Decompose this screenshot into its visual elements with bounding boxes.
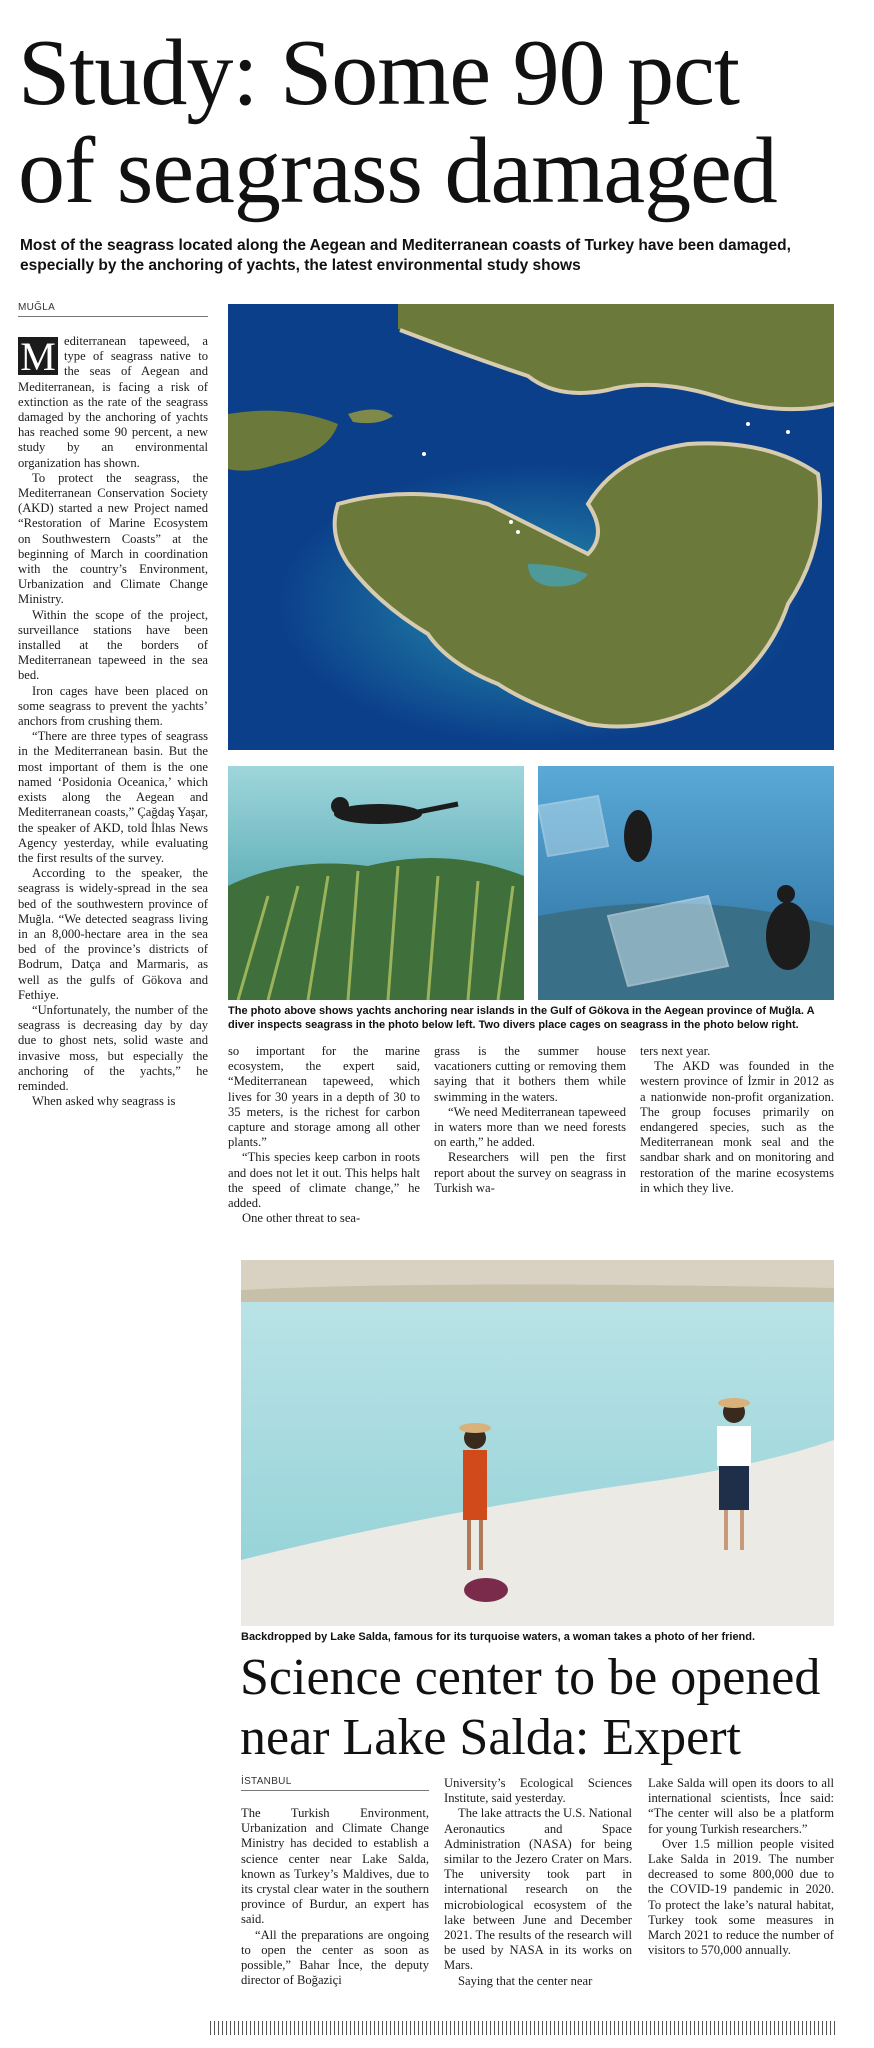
aerial-islands-photo xyxy=(228,304,834,750)
paragraph: The AKD was founded in the western province of İzmir in 2012 as a nationwide non-profit organization. The group focuses primarily on endangered species, such as the Mediterranean monk seal and the sandbar shark and on monitoring and restoration of the marine ecosystems in which they live. xyxy=(640,1059,834,1195)
paragraph: grass is the summer house vacationers cutting or removing them saying that it bothers them while swimming in the waters. xyxy=(434,1044,626,1104)
headline xyxy=(18,21,858,223)
paragraph: “This species keep carbon in roots and does not let it out. This helps halt the speed of climate change,” he added. xyxy=(228,1150,420,1211)
headline-line-1: Study: Some 90 pct xyxy=(18,21,739,125)
paragraph: The Turkish Environment, Urbanization and Climate Change Ministry has decided to establish a science center near Lake Salda, known as Turkey’s Maldives, due to its crystal clear water in the southern province of Burdur, an expert has said. xyxy=(241,1806,429,1927)
article1-column-3 xyxy=(434,1044,626,1196)
paragraph: so important for the marine ecosystem, the expert said, “Mediterranean tapeweed, which lives for 30 years in a depth of 30 to 35 meters, is the richest for carbon capture and storage among all other plants.” xyxy=(228,1044,420,1150)
page-edge-barcode xyxy=(210,2021,835,2035)
paragraph: “There are three types of seagrass in the Mediterranean basin. But the most important of them is the one named ‘Posidonia Oceanica,’ which exists along the Aegean and Mediterranean coasts,” Çağdaş Yaşar, the speaker of AKD, told İhlas News Agency yesterday, while evaluating the first results of the survey. xyxy=(18,729,208,865)
paragraph: One other threat to sea- xyxy=(242,1211,361,1226)
paragraph: University’s Ecological Sciences Institute, said yesterday. xyxy=(444,1776,632,1806)
paragraph: To protect the seagrass, the Mediterranean Conservation Society (AKD) started a new Project named “Restoration of Marine Ecosystem on Southwestern Coasts” at the beginning of March in coordination with the country’s Environment, Urbanization and Climate Change Ministry. xyxy=(18,470,208,607)
diver-seagrass-photo xyxy=(228,766,524,1000)
headline-2-line-2: near Lake Salda: Expert xyxy=(240,1709,741,1766)
dateline-istanbul: İSTANBUL xyxy=(241,1776,429,1791)
lake-salda-photo xyxy=(241,1260,834,1626)
paragraph: Saying that the center near xyxy=(458,1973,593,1988)
article1-column-1 xyxy=(18,334,208,1109)
article1-column-4 xyxy=(640,1044,834,1196)
paragraph: When asked why seagrass is xyxy=(32,1094,176,1109)
paragraph: ters next year. xyxy=(640,1044,711,1058)
photo-caption-2: Backdropped by Lake Salda, famous for its turquoise waters, a woman takes a photo of her friend. xyxy=(241,1631,756,1643)
paragraph: Researchers will pen the first report about the survey on seagrass in Turkish wa- xyxy=(434,1150,626,1195)
photo-caption-1: The photo above shows yachts anchoring near islands in the Gulf of Gökova in the Aegean province of Muğla. A diver inspects seagrass in the photo below left. Two divers place cages on seagrass in the photo below right. xyxy=(228,1005,815,1031)
article2-column-1 xyxy=(241,1806,429,1988)
paragraph: According to the speaker, the seagrass is widely-spread in the sea bed of the southwestern province of Muğla. “We detected seagrass living in an 8,000-hectare area in the sea bed of the province’s districts of Bodrum, Datça and Marmaris, as well as the gulfs of Gökova and Fethiye. xyxy=(18,866,208,1002)
article2-column-2 xyxy=(444,1776,632,1989)
paragraph: Iron cages have been placed on some seagrass to prevent the yachts’ anchors from crushing them. xyxy=(18,683,208,729)
paragraph: The lake attracts the U.S. National Aeronautics and Space Administration (NASA) for being similar to the Jezero Crater on Mars. The university took part in international research on the microbiological ecosystem of the lake between June and December 2021. The results of the research will be used by NASA in its works on Mars. xyxy=(444,1806,632,1973)
paragraph: “Unfortunately, the number of the seagrass is decreasing day by day due to ghost nets, solid waste and invasive moss, but especially the anchoring of the yachts,” he reminded. xyxy=(18,1002,208,1093)
headline-line-2: of seagrass damaged xyxy=(18,119,777,223)
headline-2 xyxy=(240,1648,860,1768)
dateline-mugla: MUĞLA xyxy=(18,302,208,317)
paragraph: Lake Salda will open its doors to all international scientists, İnce said: “The center will also be a platform for young Turkish researchers.” xyxy=(648,1776,834,1836)
deck: Most of the seagrass located along the Aegean and Mediterranean coasts of Turkey have been damaged, especially by the anchoring of yachts, the latest environmental study shows xyxy=(20,237,791,274)
paragraph: “All the preparations are ongoing to open the center as soon as possible,” Bahar İnce, the deputy director of Boğaziçi xyxy=(241,1927,429,1988)
paragraph: Within the scope of the project, surveillance stations have been installed at the borders of Mediterranean tapeweed in the sea bed. xyxy=(18,607,208,683)
headline-2-line-1: Science center to be opened xyxy=(240,1649,821,1706)
paragraph: Over 1.5 million people visited Lake Salda in 2019. The number decreased to some 800,000 due to the COVID-19 pandemic in 2020. To protect the lake’s natural habitat, Turkey took some measures in March 2021 to reduce the number of visitors to 570,000 annually. xyxy=(648,1836,834,1958)
article1-column-2 xyxy=(228,1044,420,1226)
paragraph: M editerranean tapeweed, a type of seagrass native to the seas of Aegean and Mediterranean, is facing a risk of extinction as the rate of the seagrass damaged by the anchoring of yachts has reached some 90 percent, a new study by an environmental organization has shown. xyxy=(18,334,208,470)
article2-column-3 xyxy=(648,1776,834,1958)
paragraph: “We need Mediterranean tapeweed in waters more than we need forests on earth,” he added. xyxy=(434,1104,626,1150)
drop-cap: M xyxy=(18,337,58,375)
divers-cages-photo xyxy=(538,766,834,1000)
